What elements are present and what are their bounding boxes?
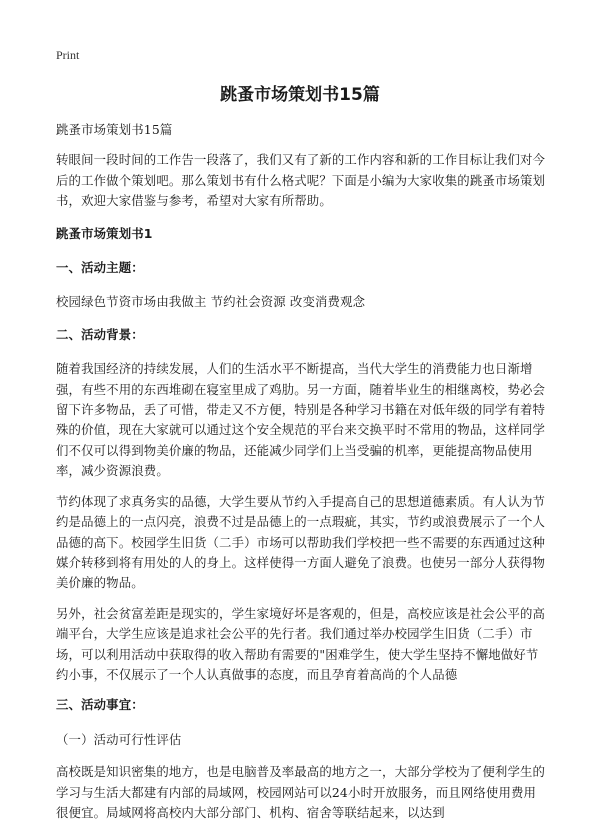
feasibility-paragraph: 高校既是知识密集的地方，也是电脑普及率最高的地方之一，大部分学校为了便利学生的学习与生活大都建有内部的局域网，校园网站可以24小时开放服务，而且网络使用费用很便宜。局域网将高校内大部分部门、机构、宿舍等联结起来，以达到 bbox=[56, 764, 546, 820]
background-paragraph-2: 节约体现了求真务实的品德，大学生要从节约入手提高自己的思想道德素质。有人认为节约是品德上的一点闪亮，浪费不过是品德上的一点瑕疵，其实，节约或浪费展示了一个人品德的高下。校园学生旧货（二手）市场可以帮助我们学校把一些不需要的东西通过这种媒介转移到将有用处的人的身上。这样使得一方面人避免了浪费。也使另一部分人获得物美价廉的物品。 bbox=[56, 493, 546, 591]
activity-matters-heading: 三、活动事宜： bbox=[56, 697, 144, 713]
document-subtitle: 跳蚤市场策划书15篇 bbox=[56, 122, 173, 137]
print-label: Print bbox=[56, 48, 80, 62]
intro-paragraph: 转眼间一段时间的工作告一段落了，我们又有了新的工作内容和新的工作目标让我们对今后的工作做个策划吧。那么策划书有什么格式呢？下面是小编为大家收集的跳蚤市场策划书，欢迎大家借鉴与参考，希望对大家有所帮助。 bbox=[56, 152, 546, 209]
document-title: 跳蚤市场策划书15篇 bbox=[220, 85, 380, 105]
section-main-heading: 跳蚤市场策划书1 bbox=[56, 225, 153, 241]
document-body bbox=[56, 120, 546, 833]
activity-theme-text: 校园绿色节资市场由我做主 节约社会资源 改变消费观念 bbox=[56, 294, 366, 310]
background-paragraph-1: 随着我国经济的持续发展，人们的生活水平不断提高，当代大学生的消费能力也日渐增强，有些不用的东西堆砌在寝室里成了鸡肋。另一方面，随着毕业生的相继离校，势必会留下许多物品，丢了可惜，带走又不方便，特别是各种学习书籍在对低年级的同学有着特殊的价值，现在大家就可以通过这个安全规范的平台来交换平时不常用的物品，这样同学们不仅可以得到物美价廉的物品，还能减少同学们上当受骗的机率，更能提高物品使用率，减少资源浪费。 bbox=[56, 361, 546, 479]
activity-background-heading: 二、活动背景： bbox=[56, 326, 144, 342]
background-paragraph-3: 另外，社会贫富差距是现实的，学生家境好坏是客观的，但是，高校应该是社会公平的高端平台，大学生应该是追求社会公平的先行者。我们通过举办校园学生旧货（二手）市场，可以利用活动中获取得的收入帮助有需要的"困难学生，使大学生坚持不懈地做好节约小事，不仅展示了一个人认真做事的态度，而且孕育着高尚的个人品德 bbox=[56, 605, 546, 682]
feasibility-subheading: （一）活动可行性评估 bbox=[56, 731, 182, 747]
activity-theme-heading: 一、活动主题： bbox=[56, 260, 144, 276]
